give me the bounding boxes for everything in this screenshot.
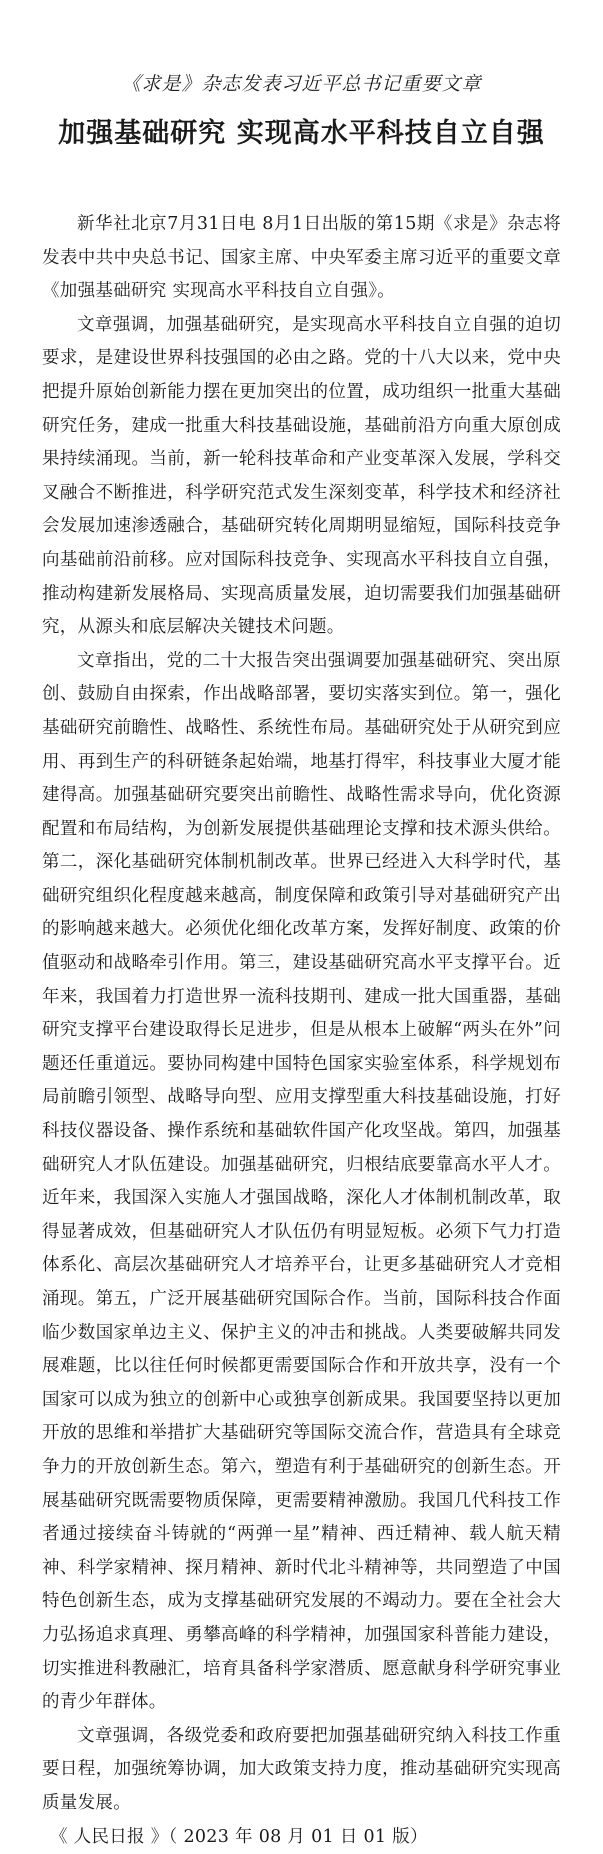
article-body — [42, 208, 561, 1854]
article-kicker: 《求是》杂志发表习近平总书记重要文章 — [121, 73, 482, 95]
paragraph-measures: 文章指出，党的二十大报告突出强调要加强基础研究、突出原创、鼓励自由探索，作出战略部署，要切实落实到位。第一，强化基础研究前瞻性、战略性、系统性布局。基础研究处于从研究到应用、再到生产的科研链条起始端，地基打得牢，科技事业大厦才能建得高。加强基础研究要突出前瞻性、战略性需求导向，优化资源配置和布局结构，为创新发展提供基础理论支撑和技术源头供给。第二，深化基础研究体制机制改革。世界已经进入大科学时代，基础研究组织化程度越来越高，制度保障和政策引导对基础研究产出的影响越来越大。必须优化细化改革方案，发挥好制度、政策的价值驱动和战略牵引作用。第三，建设基础研究高水平支撑平台。近年来，我国着力打造世界一流科技期刊、建成一批大国重器，基础研究支撑平台建设取得长足进步，但是从根本上破解“两头在外”问题还任重道远。要协同构建中国特色国家实验室体系，科学规划布局前瞻引领型、战略导向型、应用支撑型重大科技基础设施，打好科技仪器设备、操作系统和基础软件国产化攻坚战。第四，加强基础研究人才队伍建设。加强基础研究，归根结底要靠高水平人才。近年来，我国深入实施人才强国战略，深化人才体制机制改革，取得显著成效，但基础研究人才队伍仍有明显短板。必须下气力打造体系化、高层次基础研究人才培养平台，让更多基础研究人才竞相涌现。第五，广泛开展基础研究国际合作。当前，国际科技合作面临少数国家单边主义、保护主义的冲击和挑战。人类要破解共同发展难题，比以往任何时候都更需要国际合作和开放共享，没有一个国家可以成为独立的创新中心或独享创新成果。我国要坚持以更加开放的思维和举措扩大基础研究等国际交流合作，营造具有全球竞争力的开放创新生态。第六，塑造有利于基础研究的创新生态。开展基础研究既需要物质保障，更需要精神激励。我国几代科技工作者通过接续奋斗铸就的“两弹一星”精神、西迁精神、载人航天精神、科学家精神、探月精神、新时代北斗精神等，共同塑造了中国特色创新生态，成为支撑基础研究发展的不竭动力。要在全社会大力弘扬追求真理、勇攀高峰的科学精神，加强国家科普能力建设，切实推进科教融汇，培育具备科学家潜质、愿意献身科学研究事业的青少年群体。 — [42, 650, 561, 1713]
paragraph-lead: 新华社北京7月31日电 8月1日出版的第15期《求是》杂志将发表中共中央总书记、国家主席、中央军委主席习近平的重要文章《加强基础研究 实现高水平科技自立自强》。 — [42, 214, 561, 302]
paragraph-background: 文章强调，加强基础研究，是实现高水平科技自立自强的迫切要求，是建设世界科技强国的必由之路。党的十八大以来，党中央把提升原始创新能力摆在更加突出的位置，成功组织一批重大基础研究任务，建成一批重大科技基础设施，基础前沿方向重大原创成果持续涌现。当前，新一轮科技革命和产业变革深入发展，学科交叉融合不断推进，科学研究范式发生深刻变革，科学技术和经济社会发展加速渗透融合，基础研究转化周期明显缩短，国际科技竞争向基础前沿前移。应对国际科技竞争、实现高水平科技自立自强，推动构建新发展格局、实现高质量发展，迫切需要我们加强基础研究，从源头和底层解决关键技术问题。 — [42, 314, 561, 638]
source-attribution: 《 人民日报 》（ 2023 年 08 月 01 日 01 版） — [50, 1826, 428, 1847]
article-headline: 加强基础研究 实现高水平科技自立自强 — [58, 118, 545, 149]
paragraph-conclusion: 文章强调，各级党委和政府要把加强基础研究纳入科技工作重要日程，加强统筹协调，加大政策支持力度，推动基础研究实现高质量发展。 — [42, 1725, 561, 1813]
